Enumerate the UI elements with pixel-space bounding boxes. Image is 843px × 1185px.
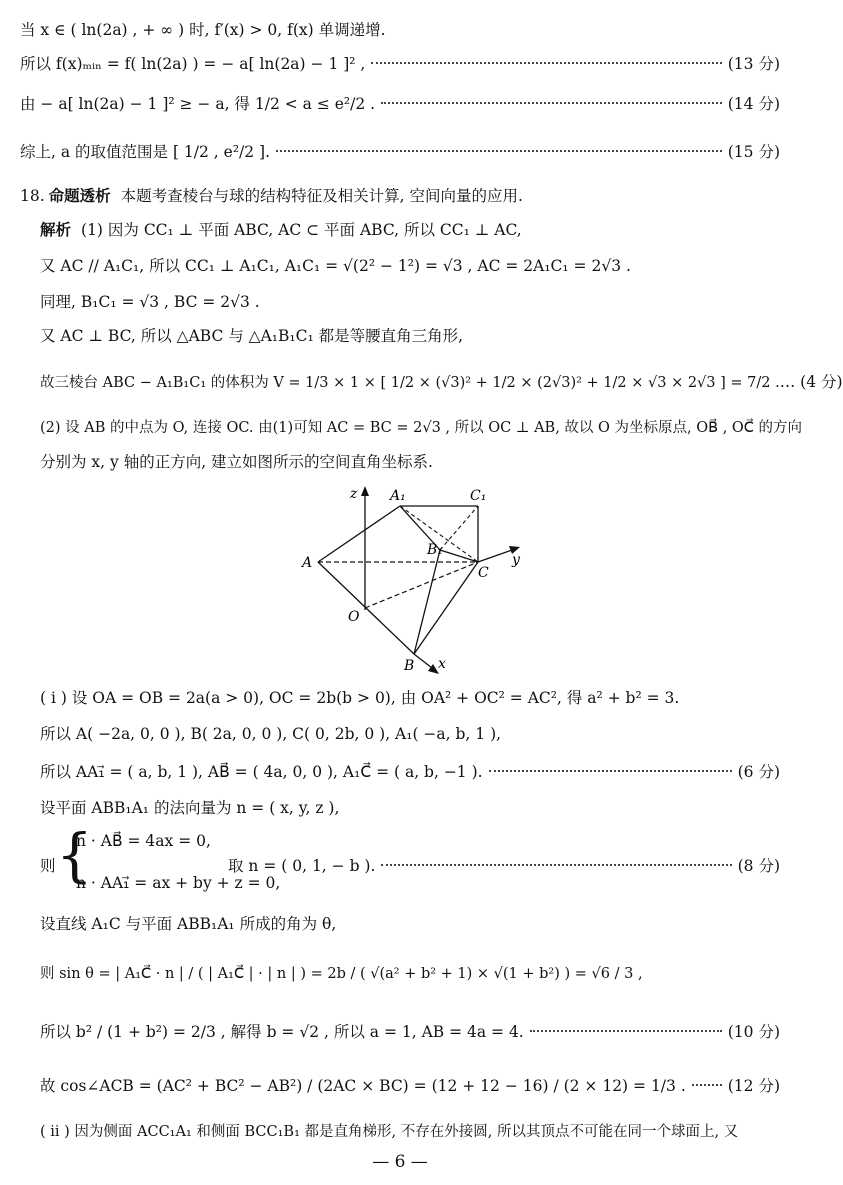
line-14-text: 所以 AA₁⃗ = ( a, b, 1 ), AB⃗ = ( 4a, 0, 0 ), A₁C⃗ = ( a, b, −1 ). [40, 763, 483, 781]
label-B1: B₁ [427, 542, 443, 558]
line-16 [228, 854, 780, 876]
line-12-text: ( i ) 设 OA = OB = 2a(a > 0), OC = 2b(b > 0), 由 OA² + OC² = AC², 得 a² + b² = 3. [40, 689, 680, 707]
equation-2: n · AA₁⃗ = ax + by + z = 0, [76, 874, 281, 892]
x-axis [414, 654, 432, 668]
line-20 [40, 1074, 780, 1096]
analysis-label: 命题透析 [48, 187, 111, 205]
line-4 [20, 140, 780, 162]
question-18-heading [20, 184, 780, 206]
leader-dots [381, 864, 731, 866]
page-number: — 6 — [372, 1152, 428, 1172]
line-13-text: 所以 A( −2a, 0, 0 ), B( 2a, 0, 0 ), C( 0, 2b, 0 ), A₁( −a, b, 1 ), [40, 725, 502, 743]
line-12 [40, 686, 780, 708]
line-1 [20, 18, 780, 40]
line-6-text: 又 AC // A₁C₁, 所以 CC₁ ⊥ A₁C₁, A₁C₁ = √(2² − 1²) = √3 , AC = 2A₁C₁ = 2√3 . [40, 257, 631, 275]
score-8: (8 分) [737, 857, 780, 875]
line-20-text: 故 cos∠ACB = (AC² + BC² − AB²) / (2AC × BC) = (12 + 12 − 16) / (2 × 12) = 1/3 . [40, 1077, 686, 1095]
label-C1: C₁ [470, 488, 487, 504]
solution-label: 解析 [40, 221, 72, 239]
line-2 [20, 52, 780, 74]
line-18-text: 则 sin θ = | A₁C⃗ · n | / ( | A₁C⃗ | · | n | ) = 2b / ( √(a² + b² + 1) × √(1 + b²) ) = √6 / 3 , [40, 966, 643, 982]
label-B: B [404, 658, 415, 674]
score-14: (14 分) [727, 95, 780, 113]
score-4: … (4 分) [779, 373, 843, 391]
edge-BC [414, 562, 478, 654]
analysis-text: 本题考查棱台与球的结构特征及相关计算, 空间向量的应用. [120, 187, 523, 205]
label-A1: A₁ [390, 488, 406, 504]
line-13 [40, 722, 780, 744]
line-17-text: 设直线 A₁C 与平面 ABB₁A₁ 所成的角为 θ, [40, 915, 337, 933]
label-z: z [350, 486, 358, 502]
leader-dots [381, 102, 722, 104]
line-2-text: 所以 f(x)ₘᵢₙ = f( ln(2a) ) = − a[ ln(2a) − 1 ]² , [20, 55, 366, 73]
line-10-text: (2) 设 AB 的中点为 O, 连接 OC. 由(1)可知 AC = BC = 2√3 , 所以 OC ⊥ AB, 故以 O 为坐标原点, OB⃗ , OC⃗ 的方向 [40, 420, 803, 436]
line-8 [40, 324, 780, 346]
label-x: x [438, 656, 446, 672]
line-3-text: 由 − a[ ln(2a) − 1 ]² ≥ − a, 得 1/2 < a ≤ e²/2 . [20, 95, 376, 113]
system-prefix: 则 [40, 857, 56, 875]
y-axis [478, 550, 512, 562]
line-19-text: 所以 b² / (1 + b²) = 2/3 , 解得 b = √2 , 所以 a = 1, AB = 4a = 4. [40, 1023, 524, 1041]
line-6 [40, 254, 780, 276]
line-1-text: 当 x ∈ ( ln(2a) , + ∞ ) 时, f′(x) > 0, f(x) 单调递增. [20, 21, 386, 39]
coordinate-figure [290, 478, 540, 678]
edge-B1C1 [440, 506, 478, 550]
line-17 [40, 912, 780, 934]
question-number: 18. [20, 187, 45, 205]
line-4-text: 综上, a 的取值范围是 [ 1/2 , e²/2 ]. [20, 143, 271, 161]
label-A: A [302, 555, 313, 571]
z-axis-arrow [361, 486, 369, 496]
left-brace: { [56, 821, 93, 889]
score-10: (10 分) [727, 1023, 780, 1041]
label-O: O [348, 609, 360, 625]
score-15: (15 分) [727, 143, 780, 161]
line-9 [40, 370, 843, 392]
line-11 [40, 450, 780, 472]
line-14 [40, 760, 780, 782]
line-7 [40, 290, 780, 312]
line-7-text: 同理, B₁C₁ = √3 , BC = 2√3 . [40, 293, 260, 311]
line-15 [40, 796, 780, 818]
segment-B1C [440, 550, 478, 562]
score-12: (12 分) [727, 1077, 780, 1095]
line-10 [40, 416, 803, 437]
line-21 [40, 1120, 780, 1141]
score-13: (13 分) [727, 55, 780, 73]
edge-AA1 [318, 506, 400, 562]
leader-dots [371, 62, 721, 64]
equation-1: n · AB⃗ = 4ax = 0, [76, 832, 211, 850]
segment-OC [365, 562, 478, 608]
leader-dots [692, 1084, 722, 1086]
line-15-text: 设平面 ABB₁A₁ 的法向量为 n = ( x, y, z ), [40, 799, 340, 817]
line-11-text: 分别为 x, y 轴的正方向, 建立如图所示的空间直角坐标系. [40, 453, 433, 471]
line-5-text: (1) 因为 CC₁ ⊥ 平面 ABC, AC ⊂ 平面 ABC, 所以 CC₁ ⊥ AC, [81, 221, 522, 239]
leader-dots [276, 150, 722, 152]
line-18 [40, 962, 780, 983]
line-9-text: 故三棱台 ABC − A₁B₁C₁ 的体积为 V = 1/3 × 1 × [ 1/2 × (√3)² + 1/2 × (2√3)² + 1/2 × √3 × 2√3 ] = 7/2 . [40, 375, 780, 391]
score-6: (6 分) [737, 763, 780, 781]
line-19 [40, 1020, 780, 1042]
leader-dots [489, 770, 732, 772]
line-21-text: ( ii ) 因为侧面 ACC₁A₁ 和侧面 BCC₁B₁ 都是直角梯形, 不存在外接圆, 所以其顶点不可能在同一个球面上, 又 [40, 1124, 739, 1140]
leader-dots [530, 1030, 722, 1032]
line-5 [40, 218, 780, 240]
normal-vector-choice: 取 n = ( 0, 1, − b ). [228, 857, 376, 875]
line-8-text: 又 AC ⊥ BC, 所以 △ABC 与 △A₁B₁C₁ 都是等腰直角三角形, [40, 327, 464, 345]
edge-BB1 [414, 550, 440, 654]
label-C: C [478, 565, 489, 581]
line-3 [20, 92, 780, 114]
label-y: y [512, 552, 520, 568]
